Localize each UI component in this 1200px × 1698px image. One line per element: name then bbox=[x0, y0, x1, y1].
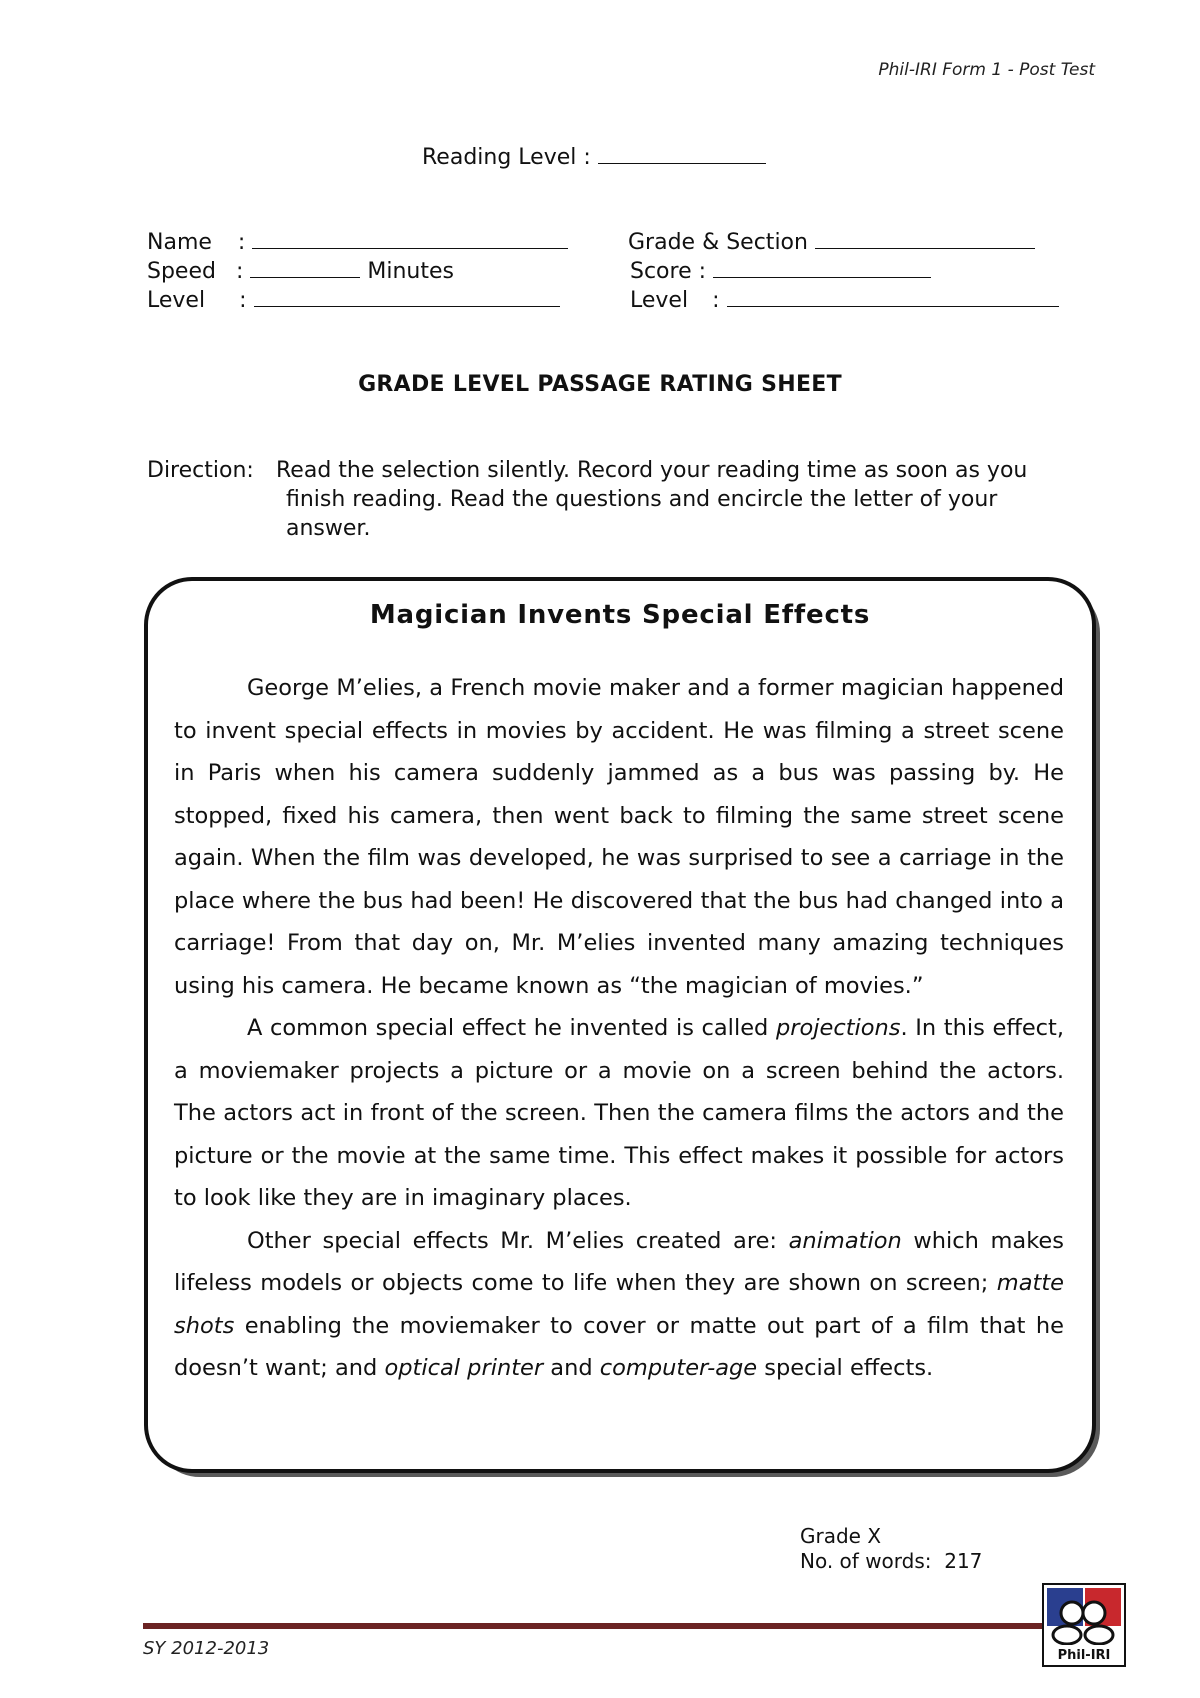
sheet-title: GRADE LEVEL PASSAGE RATING SHEET bbox=[358, 372, 842, 397]
p3-emphasis-4: computer-age bbox=[599, 1355, 758, 1381]
speed-unit: Minutes bbox=[367, 259, 454, 284]
speed-field bbox=[147, 259, 454, 284]
school-year: SY 2012-2013 bbox=[143, 1638, 270, 1659]
p3-emphasis-2: matte shots bbox=[174, 1270, 1064, 1339]
name-label: Name bbox=[147, 230, 212, 255]
grade-label: Grade X bbox=[800, 1524, 882, 1548]
p3-text-b: which makes lifeless models or objects come to life when they are shown on screen; bbox=[174, 1227, 1064, 1296]
grade-section-blank[interactable] bbox=[815, 247, 1035, 249]
grade-info bbox=[800, 1524, 982, 1574]
logo-text: Phil-IRI bbox=[1057, 1648, 1111, 1663]
footer-divider bbox=[143, 1623, 1048, 1629]
word-count bbox=[800, 1549, 982, 1574]
word-count-value: 217 bbox=[944, 1549, 983, 1573]
passage-paragraph-1: George M’elies, a French movie maker and a former magician happened to invent special effects in movies by accident. He was filming a street scene in Paris when his camera suddenly jammed as a bus was passing by. He stopped, fixed his camera, then went back to filming the same street scene again. When the film was developed, he was surprised to see a carriage in the place where the bus had been! He discovered that the bus had changed into a carriage! From that day on, Mr. M’elies invented many amazing techniques using his camera. He became known as “the magician of movies.” bbox=[174, 675, 1064, 999]
name-colon: : bbox=[237, 230, 246, 255]
form-label: Phil-IRI Form 1 - Post Test bbox=[878, 60, 1095, 80]
level-label: Level bbox=[147, 288, 206, 313]
passage-title: Magician Invents Special Effects bbox=[369, 600, 871, 630]
reading-level-field bbox=[422, 145, 766, 170]
passage-paragraph-3 bbox=[174, 1220, 1064, 1390]
direction-text: Read the selection silently. Record your reading time as soon as you finish reading. Read the questions and encircle the letter of your answer. bbox=[276, 458, 1028, 541]
score-blank[interactable] bbox=[713, 276, 931, 278]
level-right-colon: : bbox=[712, 288, 720, 313]
speed-label: Speed bbox=[147, 259, 216, 284]
level-blank[interactable] bbox=[254, 305, 560, 307]
level-field bbox=[147, 288, 560, 313]
reading-level-label: Reading Level : bbox=[422, 145, 591, 170]
speed-blank[interactable] bbox=[250, 276, 360, 278]
phil-iri-logo bbox=[1042, 1583, 1126, 1667]
direction-label: Direction: bbox=[147, 458, 254, 483]
grade-section-field bbox=[628, 230, 1035, 255]
reading-level-blank[interactable] bbox=[598, 162, 766, 164]
p3-text-a: Other special effects Mr. M’elies created are: bbox=[247, 1227, 789, 1254]
level-right-blank[interactable] bbox=[727, 305, 1059, 307]
p3-emphasis-1: animation bbox=[788, 1227, 902, 1254]
name-field bbox=[147, 230, 568, 255]
passage-text bbox=[174, 667, 1064, 1390]
passage-paragraph-2 bbox=[174, 1007, 1064, 1220]
score-field bbox=[630, 259, 931, 284]
direction bbox=[147, 456, 1077, 543]
p3-text-c: enabling the moviemaker to cover or matte out part of a film that he doesn’t want; and bbox=[174, 1312, 1064, 1381]
word-count-label: No. of words: bbox=[800, 1549, 932, 1573]
p2-text-b: . In this effect, a moviemaker projects a picture or a movie on a screen behind the actors. The actors act in front of the screen. Then the camera films the actors and the picture or the movie at the same time. This effect makes it possible for actors to look like they are in imaginary places. bbox=[174, 1015, 1065, 1211]
p2-text-a: A common special effect he invented is called bbox=[247, 1015, 776, 1041]
level-right-field bbox=[630, 288, 1059, 313]
p3-emphasis-3: optical printer bbox=[384, 1355, 544, 1381]
p3-text-e: special effects. bbox=[757, 1355, 934, 1381]
p3-text-d: and bbox=[543, 1355, 600, 1381]
level-right-label: Level bbox=[630, 288, 689, 313]
p2-emphasis: projections bbox=[775, 1015, 901, 1041]
grade-section-label: Grade & Section bbox=[628, 230, 808, 255]
phil-iri-logo-icon bbox=[1042, 1583, 1126, 1667]
level-colon: : bbox=[239, 288, 247, 313]
score-label: Score : bbox=[630, 259, 707, 284]
speed-colon: : bbox=[235, 259, 244, 284]
name-blank[interactable] bbox=[252, 247, 568, 249]
